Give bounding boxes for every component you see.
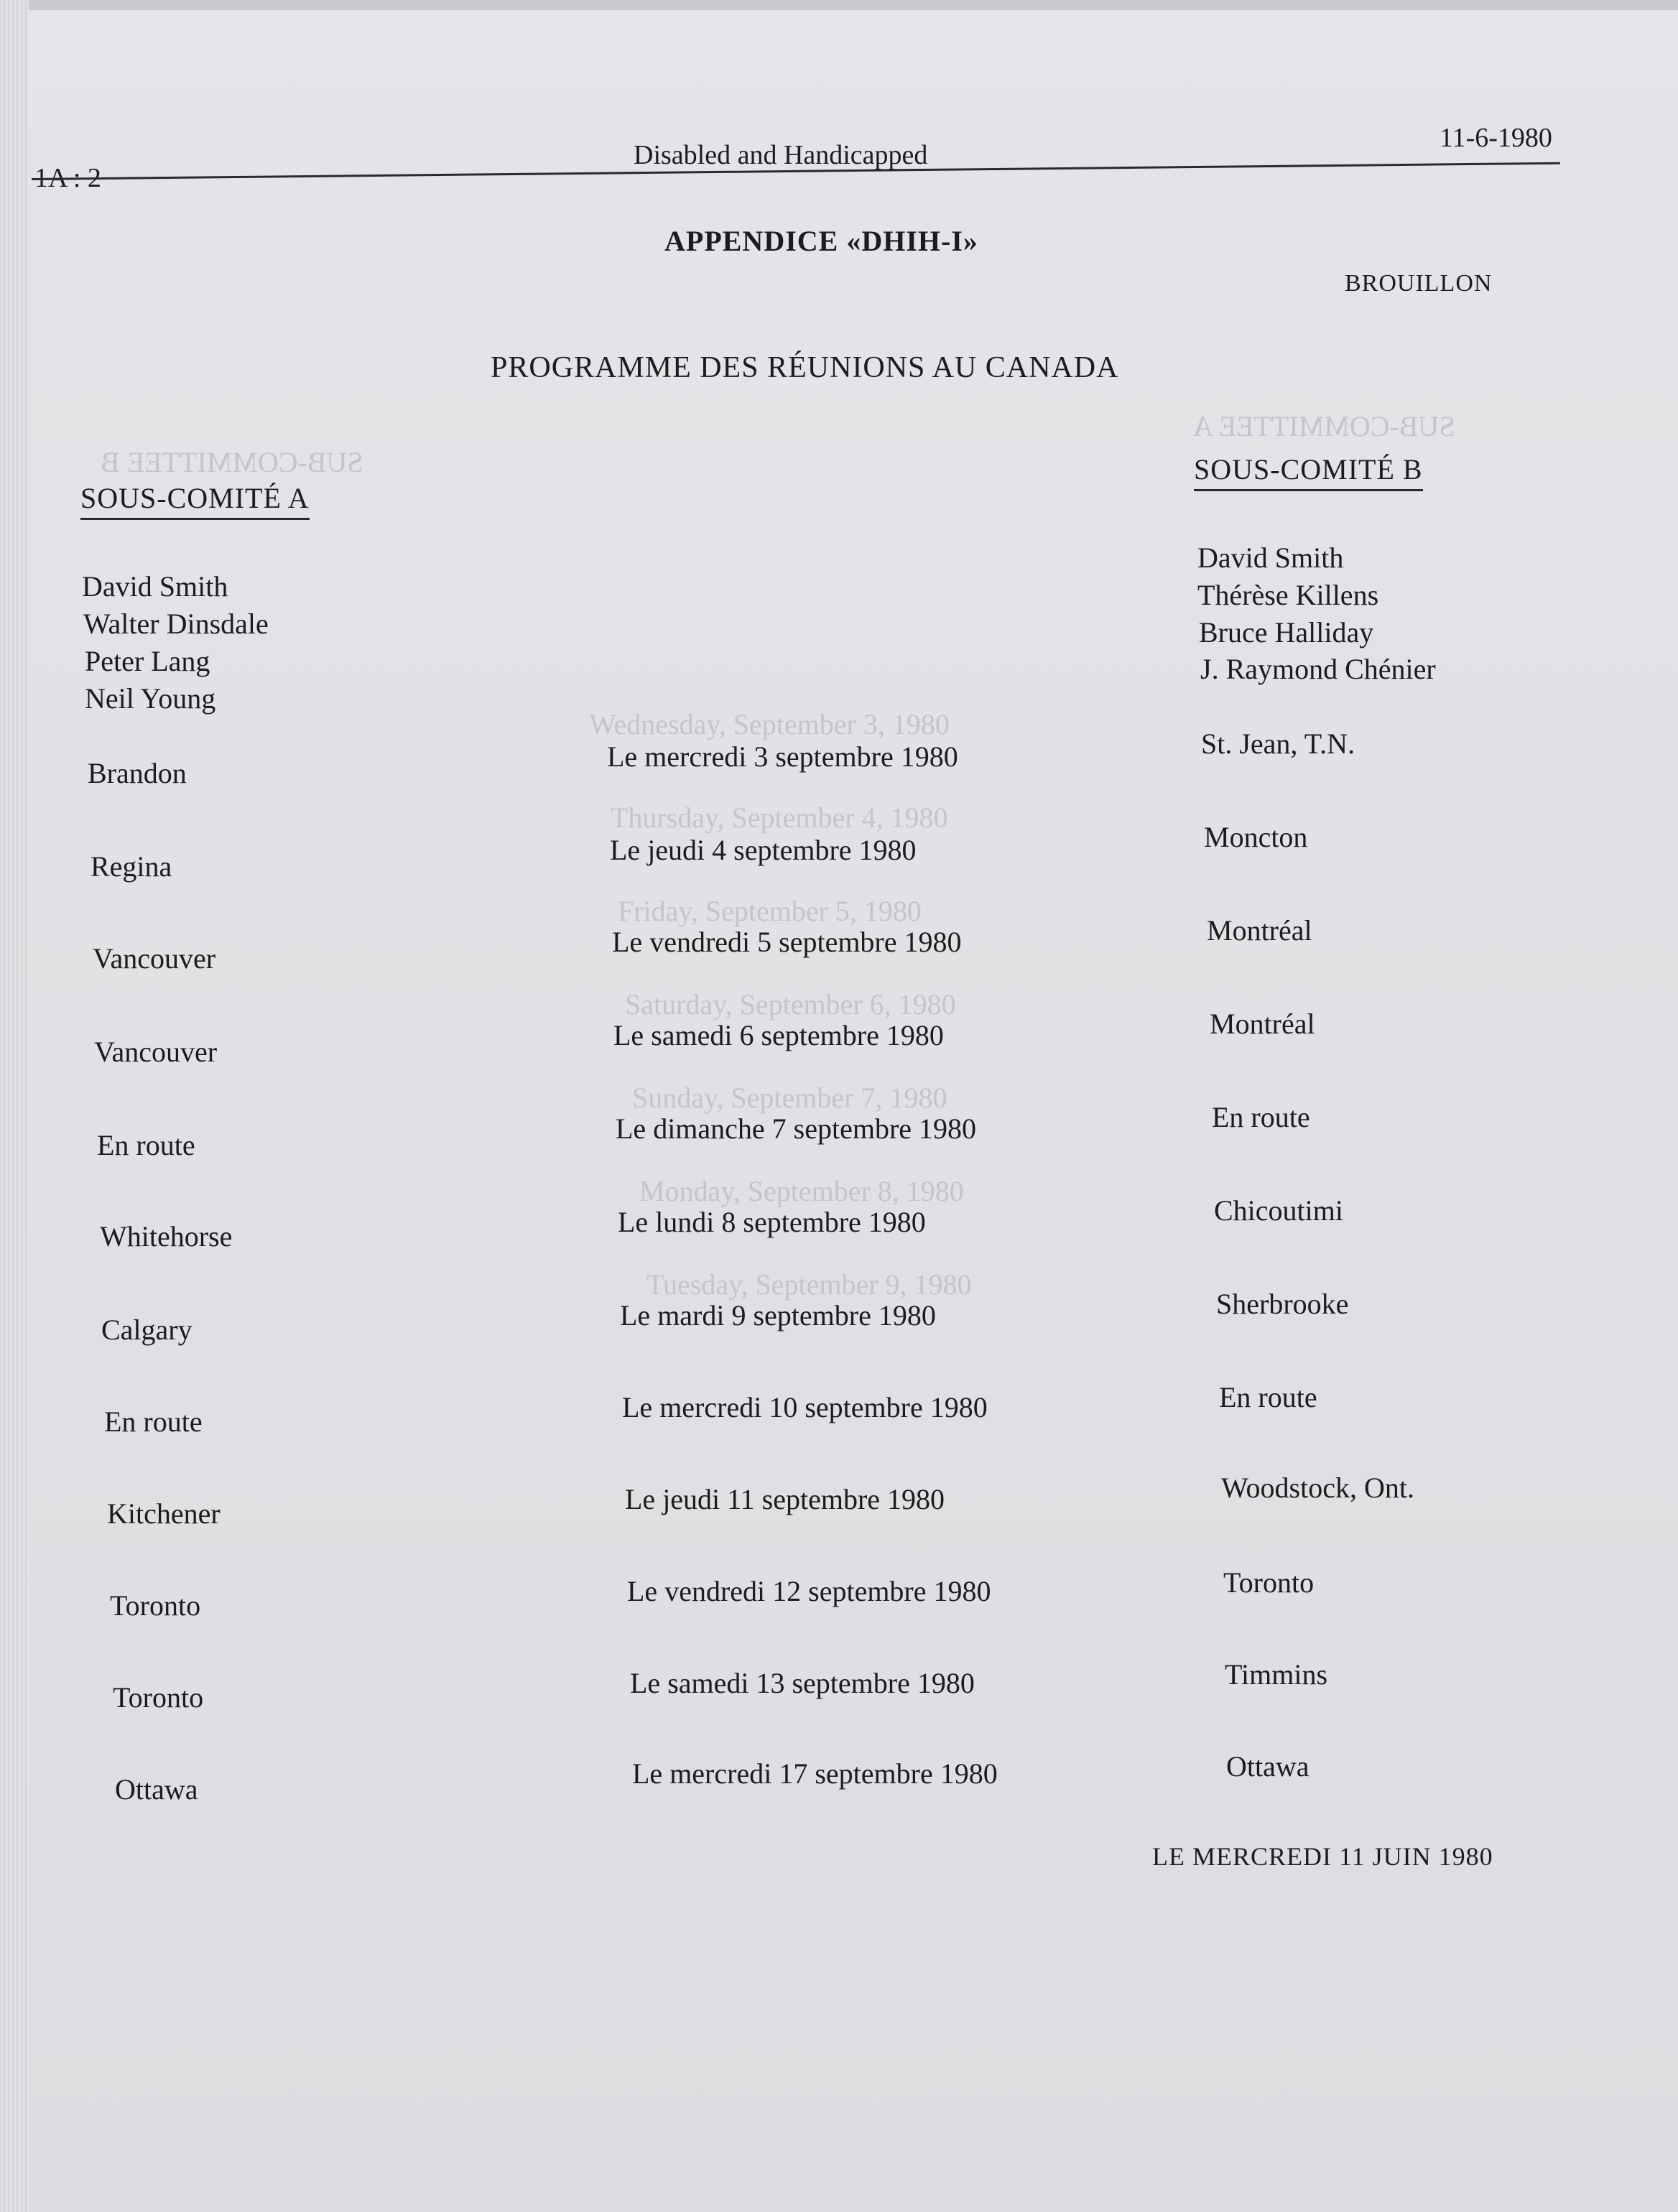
bleed-through: SUB-COMMITTEE B [101, 446, 363, 478]
schedule-date: Le vendredi 12 septembre 1980 [627, 1575, 991, 1607]
schedule-date: Le vendredi 5 septembre 1980 [612, 926, 962, 958]
member-b-3: Bruce Halliday [1199, 616, 1374, 649]
bleed-through: Thursday, September 4, 1980 [611, 801, 948, 834]
draft-label: BROUILLON [1345, 270, 1493, 297]
schedule-a-city: Brandon [88, 757, 187, 789]
schedule-a-city: Toronto [113, 1681, 204, 1714]
member-b-1: David Smith [1197, 542, 1344, 574]
schedule-b-city: En route [1219, 1381, 1317, 1413]
bleed-through: Saturday, September 6, 1980 [625, 988, 956, 1021]
bleed-through: Sunday, September 7, 1980 [632, 1082, 947, 1114]
schedule-date: Le mardi 9 septembre 1980 [620, 1299, 936, 1332]
scan-top-edge [0, 0, 1678, 10]
schedule-date: Le lundi 8 septembre 1980 [618, 1206, 926, 1238]
schedule-a-city: Calgary [101, 1314, 193, 1346]
schedule-b-city: St. Jean, T.N. [1201, 728, 1355, 760]
member-a-4: Neil Young [85, 682, 216, 715]
schedule-a-city: Toronto [110, 1589, 201, 1622]
bleed-through: Friday, September 5, 1980 [618, 895, 922, 927]
schedule-b-city: Montréal [1210, 1008, 1315, 1040]
schedule-date: Le mercredi 3 septembre 1980 [607, 740, 958, 773]
schedule-b-city: Moncton [1204, 821, 1308, 853]
member-a-2: Walter Dinsdale [83, 608, 269, 640]
schedule-a-city: Vancouver [94, 1036, 218, 1068]
subcommittee-b-title: SOUS-COMITÉ B [1194, 452, 1423, 491]
schedule-b-city: Ottawa [1226, 1750, 1310, 1783]
schedule-b-city: Timmins [1225, 1658, 1328, 1691]
schedule-date: Le samedi 13 septembre 1980 [630, 1667, 975, 1699]
schedule-b-city: Sherbrooke [1216, 1288, 1349, 1320]
bleed-through: SUB-COMMITTEE A [1192, 410, 1455, 442]
schedule-a-city: En route [104, 1405, 203, 1438]
schedule-date: Le mercredi 17 septembre 1980 [632, 1757, 998, 1790]
schedule-b-city: Woodstock, Ont. [1221, 1472, 1414, 1504]
member-a-1: David Smith [82, 570, 228, 603]
schedule-a-city: Regina [91, 850, 172, 883]
member-a-3: Peter Lang [85, 645, 210, 677]
schedule-a-city: Whitehorse [100, 1220, 233, 1253]
bleed-through: Tuesday, September 9, 1980 [646, 1268, 972, 1301]
schedule-a-city: Vancouver [93, 942, 216, 975]
schedule-date: Le dimanche 7 septembre 1980 [616, 1112, 977, 1145]
member-b-2: Thérèse Killens [1197, 579, 1379, 611]
page-stack-edge [0, 0, 29, 2212]
schedule-date: Le samedi 6 septembre 1980 [613, 1019, 944, 1051]
schedule-a-city: En route [97, 1129, 195, 1161]
subcommittee-a-title: SOUS-COMITÉ A [80, 481, 310, 520]
footer-date: LE MERCREDI 11 JUIN 1980 [1152, 1842, 1493, 1871]
appendix-title: APPENDICE «DHIH-I» [664, 225, 978, 257]
schedule-date: Le mercredi 10 septembre 1980 [622, 1391, 988, 1423]
schedule-b-city: Montréal [1207, 914, 1312, 947]
page-number: 1A : 2 [34, 163, 101, 193]
schedule-b-city: Toronto [1223, 1566, 1315, 1599]
schedule-b-city: Chicoutimi [1214, 1194, 1343, 1227]
schedule-date: Le jeudi 4 septembre 1980 [610, 834, 917, 866]
running-header: Disabled and Handicapped [634, 140, 928, 170]
programme-heading: PROGRAMME DES RÉUNIONS AU CANADA [491, 351, 1119, 384]
schedule-date: Le jeudi 11 septembre 1980 [625, 1483, 945, 1515]
schedule-a-city: Kitchener [107, 1497, 221, 1530]
schedule-a-city: Ottawa [115, 1773, 198, 1806]
bleed-through: Wednesday, September 3, 1980 [589, 708, 950, 740]
member-b-4: J. Raymond Chénier [1200, 653, 1436, 685]
bleed-through: Monday, September 8, 1980 [639, 1175, 964, 1207]
header-date: 11-6-1980 [1440, 123, 1552, 153]
schedule-b-city: En route [1212, 1101, 1310, 1133]
